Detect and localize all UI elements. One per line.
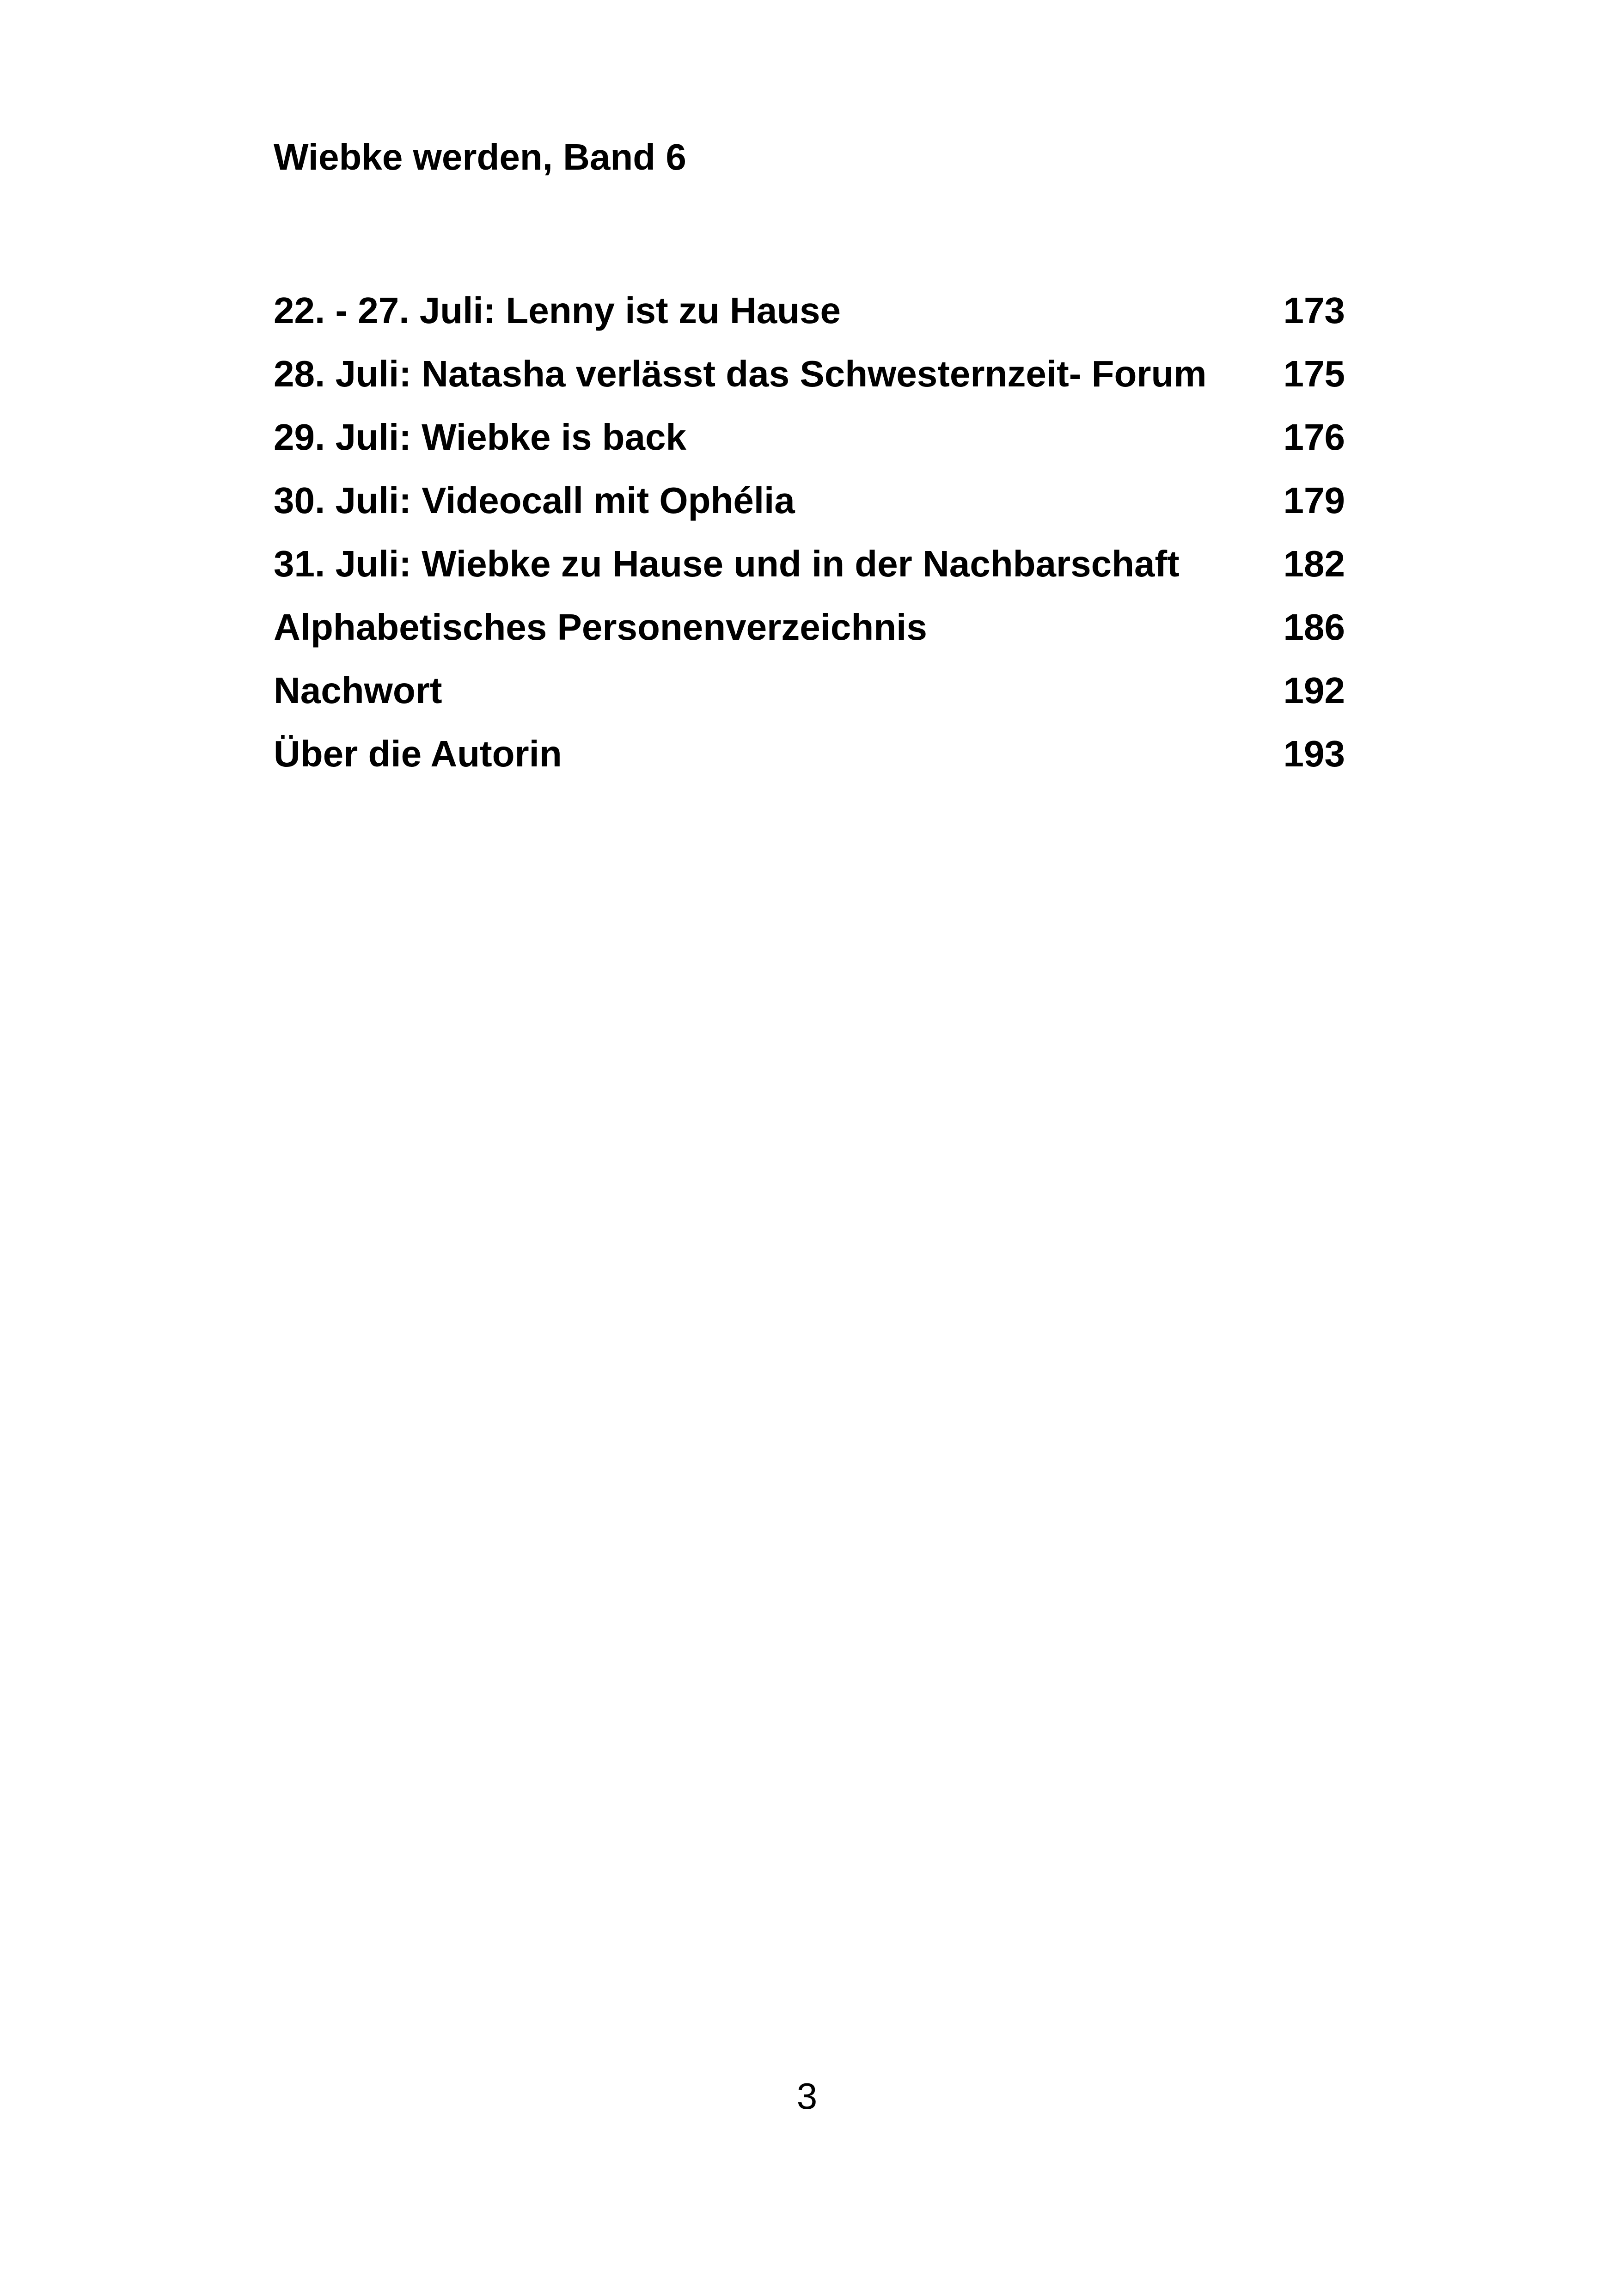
toc-entry-page: 175 [1283, 353, 1345, 394]
toc-entry-page: 173 [1283, 290, 1345, 331]
toc-entry-page: 193 [1283, 733, 1345, 774]
toc-entry-page: 176 [1283, 416, 1345, 458]
toc-entry-title: 31. Juli: Wiebke zu Hause und in der Nachbarschaft [274, 543, 1180, 584]
toc-entry-title: 22. - 27. Juli: Lenny ist zu Hause [274, 290, 841, 331]
toc-entry [274, 606, 1345, 672]
toc-entry [274, 355, 1345, 419]
toc-entry [274, 292, 1345, 355]
toc-entry-title: Alphabetisches Personenverzeichnis [274, 606, 927, 648]
page-number: 3 [796, 2076, 818, 2117]
toc-entry [274, 672, 1345, 735]
table-of-contents [274, 292, 1345, 799]
toc-entry-title: 29. Juli: Wiebke is back [274, 416, 687, 458]
toc-entry [274, 735, 1345, 799]
toc-entry [274, 545, 1345, 609]
toc-entry [274, 482, 1345, 545]
toc-entry-title: Nachwort [274, 670, 442, 711]
toc-entry-page: 192 [1283, 670, 1345, 711]
toc-entry-title: 28. Juli: Natasha verlässt das Schwesternzeit- Forum [274, 353, 1207, 394]
toc-entry-title: Über die Autorin [274, 733, 562, 774]
book-title: Wiebke werden, Band 6 [274, 136, 686, 178]
toc-entry [274, 416, 1345, 482]
toc-entry-title: 30. Juli: Videocall mit Ophélia [274, 480, 795, 521]
toc-entry-page: 186 [1283, 606, 1345, 648]
toc-entry-page: 182 [1283, 543, 1345, 584]
toc-entry-page: 179 [1283, 480, 1345, 521]
